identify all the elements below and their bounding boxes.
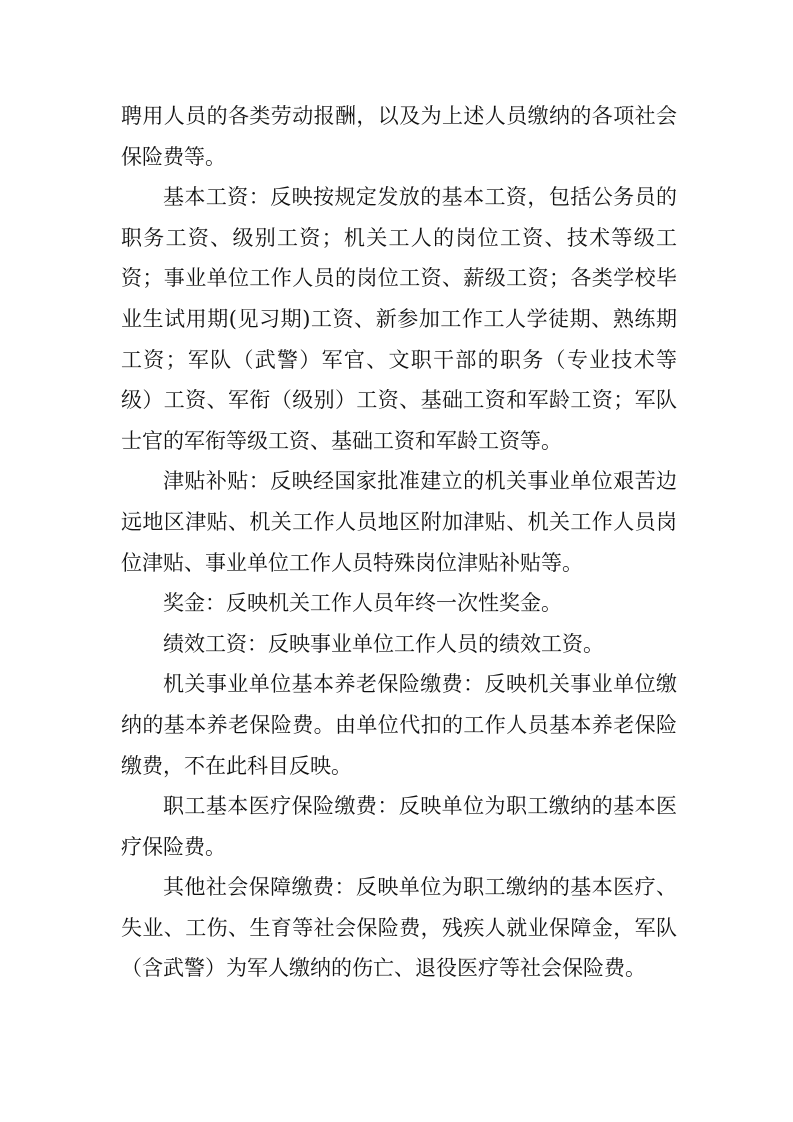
paragraph-pension-insurance: 机关事业单位基本养老保险缴费：反映机关事业单位缴纳的基本养老保险费。由单位代扣的工作人员基本养老保险缴费，不在此科目反映。 [121, 672, 677, 778]
document-page [121, 96, 677, 989]
paragraph-basic-salary: 基本工资：反映按规定发放的基本工资，包括公务员的职务工资、级别工资；机关工人的岗位工资、技术等级工资；事业单位工作人员的岗位工资、薪级工资；各类学校毕业生试用期(见习期)工资、新参加工作工人学徒期、熟练期工资；军队（武警）军官、文职干部的职务（专业技术等级）工资、军衔（级别）工资、基础工资和军龄工资；军队士官的军衔等级工资、基础工资和军龄工资等。 [121, 185, 677, 453]
paragraph-continuation: 聘用人员的各类劳动报酬，以及为上述人员缴纳的各项社会保险费等。 [121, 104, 677, 169]
paragraph-bonus: 奖金：反映机关工作人员年终一次性奖金。 [163, 591, 562, 616]
paragraph-medical-insurance: 职工基本医疗保险缴费：反映单位为职工缴纳的基本医疗保险费。 [121, 794, 677, 859]
paragraph-performance-pay: 绩效工资：反映事业单位工作人员的绩效工资。 [163, 631, 604, 656]
paragraph-other-social-security: 其他社会保障缴费：反映单位为职工缴纳的基本医疗、失业、工伤、生育等社会保险费，残疾人就业保障金，军队（含武警）为军人缴纳的伤亡、退役医疗等社会保险费。 [121, 875, 677, 981]
paragraph-allowances: 津贴补贴：反映经国家批准建立的机关事业单位艰苦边远地区津贴、机关工作人员地区附加津贴、机关工作人员岗位津贴、事业单位工作人员特殊岗位津贴补贴等。 [121, 469, 677, 575]
